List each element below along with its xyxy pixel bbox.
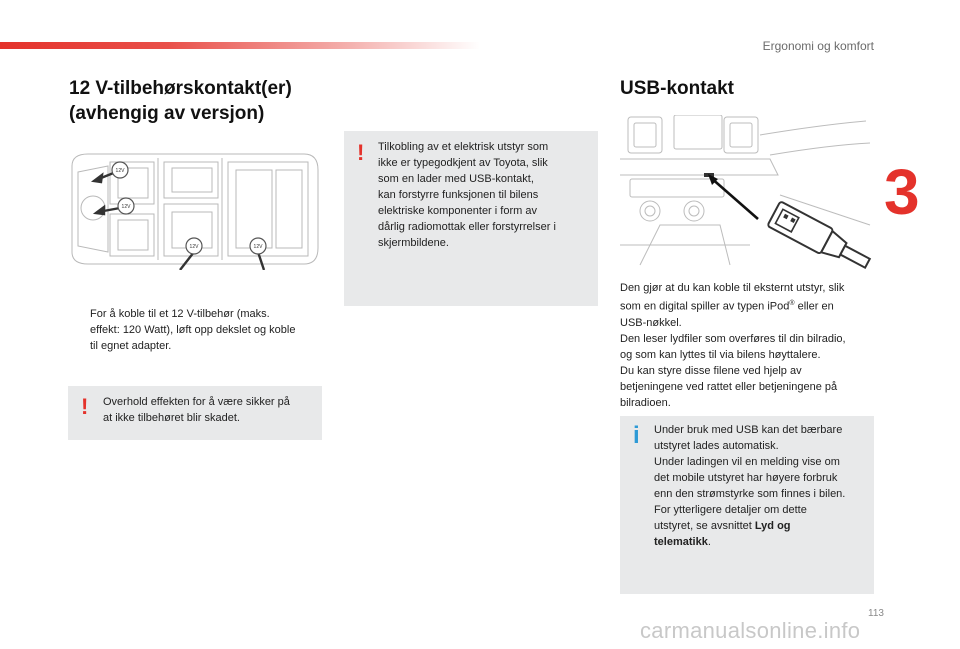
watermark-text: carmanualsonline.info (640, 618, 861, 643)
info-end: . (707, 536, 711, 548)
info-bold-2: telematikk (654, 536, 708, 548)
socket-label-4: 12V (253, 244, 263, 250)
usb-dashboard-illustration (620, 115, 874, 270)
instruction-line-1: For å koble til et 12 V-tilbehør (maks. (90, 308, 270, 320)
info-line: det mobile utstyret har høyere forbruk (654, 472, 838, 484)
instruction-line-2: effekt: 120 Watt), løft opp dekslet og koble (90, 324, 296, 336)
warning-text-toyota (378, 139, 596, 251)
usb-desc-line-1: Den gjør at du kan koble til eksternt utstyr, slik (620, 282, 845, 294)
warning-toyota-line: Tilkobling av et elektrisk utstyr som (378, 141, 549, 153)
usb-description (620, 280, 882, 411)
info-line-prefix: utstyret, se avsnittet (654, 520, 755, 532)
usb-desc-line-2b: eller en (794, 300, 834, 313)
chapter-number: 3 (884, 156, 920, 228)
socket-label-3: 12V (189, 244, 199, 250)
info-line: Under bruk med USB kan det bærbare (654, 424, 843, 436)
warning-icon: ! (357, 140, 365, 165)
warning-toyota-line: som en lader med USB-kontakt, (378, 173, 534, 185)
socket-label-2: 12V (121, 204, 131, 210)
usb-desc-line: Den leser lydfiler som overføres til din bilradio, (620, 332, 846, 345)
info-bold-1: Lyd og (754, 520, 791, 532)
van-interior-illustration (68, 148, 322, 270)
warning-line-2: at ikke tilbehøret blir skadet. (103, 412, 240, 424)
info-line-bold-2 (654, 534, 872, 550)
usb-desc-line-2 (620, 296, 882, 315)
van-floorplan-drawing (68, 148, 322, 270)
info-line-bold (654, 518, 872, 534)
usb-desc-rest (620, 315, 882, 411)
info-text-usb (654, 422, 872, 550)
warning-text-power (103, 394, 319, 426)
usb-desc-line-2a: som en digital spiller av typen iPod (620, 300, 790, 313)
usb-desc-line: Du kan styre disse filene ved hjelp av (620, 364, 802, 377)
warning-box-power (68, 386, 322, 440)
info-lines (654, 422, 872, 518)
info-line: utstyret lades automatisk. (654, 440, 779, 452)
info-box-usb (620, 416, 874, 594)
title-line-2: (avhengig av versjon) (69, 103, 265, 124)
usb-desc-line: betjeningene ved rattet eller betjeningene på (620, 380, 838, 393)
warning-box-toyota (344, 131, 598, 306)
page-title-12v (69, 76, 339, 126)
usb-dashboard-drawing (620, 115, 874, 270)
page-title-usb: USB-kontakt (620, 78, 735, 99)
warning-toyota-line: dårlig radiomottak eller forstyrrelser i (378, 221, 556, 233)
info-line: For ytterligere detaljer om dette (654, 504, 807, 516)
usb-desc-line: USB-nøkkel. (620, 316, 682, 329)
header-accent-bar (0, 42, 480, 49)
warning-line-1: Overhold effekten for å være sikker på (103, 396, 290, 408)
registered-mark: ® (789, 300, 795, 307)
section-title: Ergonomi og komfort (762, 39, 874, 53)
warning-icon: ! (81, 394, 89, 419)
usb-desc-line: og som kan lyttes til via bilens høyttalere. (620, 348, 821, 361)
warning-toyota-line: skjermbildene. (378, 237, 449, 249)
warning-toyota-line: ikke er typegodkjent av Toyota, slik (378, 157, 548, 169)
usb-desc-line: bilradioen. (620, 396, 671, 409)
info-icon: i (633, 422, 640, 449)
instruction-line-3: til egnet adapter. (90, 340, 172, 352)
info-line: enn den strømstyrke som finnes i bilen. (654, 488, 846, 500)
socket-label-1: 12V (115, 168, 125, 174)
instruction-text (90, 306, 330, 354)
page-number: 113 (868, 608, 884, 619)
title-line-1: 12 V-tilbehørskontakt(er) (69, 78, 292, 99)
warning-toyota-line: kan forstyrre funksjonen til bilens (378, 189, 539, 201)
info-line: Under ladingen vil en melding vise om (654, 456, 840, 468)
warning-toyota-line: elektriske komponenter i form av (378, 205, 537, 217)
